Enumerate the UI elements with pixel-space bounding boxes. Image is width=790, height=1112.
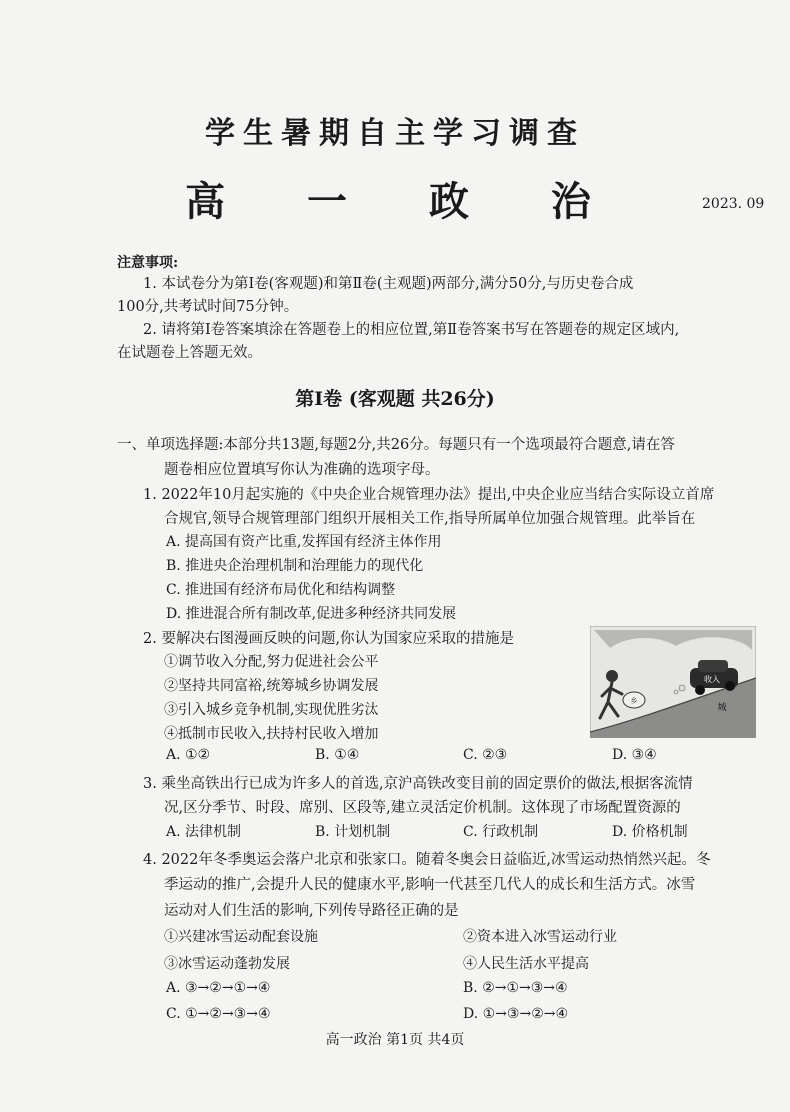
section-instruction-line-2: 题卷相应位置填写你认为准确的选项字母。 xyxy=(164,462,440,478)
q3-option-c: C. 行政机制 xyxy=(463,824,539,840)
section-heading: 第Ⅰ卷 (客观题 共26分) xyxy=(295,388,495,410)
q3-option-b: B. 计划机制 xyxy=(315,824,391,840)
q4-option-c: C. ①→②→③→④ xyxy=(166,1006,271,1022)
q2-statement-1: ①调节收入分配,努力促进社会公平 xyxy=(164,654,379,670)
q1-option-a: A. 提高国有资产比重,发挥国有经济主体作用 xyxy=(166,534,442,550)
q1-option-c: C. 推进国有经济布局优化和结构调整 xyxy=(166,582,396,598)
q2-stem: 2. 要解决右图漫画反映的问题,你认为国家应采取的措施是 xyxy=(143,631,515,647)
q1-stem-line-1: 1. 2022年10月起实施的《中央企业合规管理办法》提出,中央企业应当结合实际设立首席 xyxy=(143,487,715,503)
q1-stem-line-2: 合规官,领导合规管理部门组织开展相关工作,指导所属单位加强合规管理。此举旨在 xyxy=(164,511,696,527)
q4-statement-1: ①兴建冰雪运动配套设施 xyxy=(164,929,318,945)
q3-option-a: A. 法律机制 xyxy=(166,824,242,840)
q2-option-d: D. ③④ xyxy=(612,747,657,763)
cartoon-car-label: 收入 xyxy=(704,675,720,684)
q4-option-d: D. ①→③→②→④ xyxy=(463,1006,569,1022)
notice-item-1-line-1: 1. 本试卷分为第Ⅰ卷(客观题)和第Ⅱ卷(主观题)两部分,满分50分,与历史卷合成 xyxy=(143,276,634,292)
q3-stem-line-1: 3. 乘坐高铁出行已成为许多人的首选,京沪高铁改变目前的固定票价的做法,根据客流情 xyxy=(143,776,693,792)
q1-option-b: B. 推进央企治理机制和治理能力的现代化 xyxy=(166,558,424,574)
q4-stem-line-2: 季运动的推广,会提升人民的健康水平,影响一代甚至几代人的成长和生活方式。冰雪 xyxy=(164,877,696,893)
q2-option-a: A. ①② xyxy=(166,747,211,763)
q4-option-a: A. ③→②→①→④ xyxy=(166,980,271,996)
subject-title: 高 一 政 治 xyxy=(185,178,625,225)
q3-option-d: D. 价格机制 xyxy=(612,824,688,840)
income-gap-cartoon xyxy=(590,626,756,738)
q2-option-b: B. ①④ xyxy=(315,747,360,763)
cartoon-village-label: 乡 xyxy=(630,697,638,705)
q4-stem-line-3: 运动对人们生活的影响,下列传导路径正确的是 xyxy=(164,903,459,919)
section-instruction-line-1: 一、单项选择题:本部分共13题,每题2分,共26分。每题只有一个选项最符合题意,请在答 xyxy=(117,437,675,453)
cartoon-city-label: 城 xyxy=(717,703,727,713)
exam-title: 学生暑期自主学习调查 xyxy=(205,116,585,151)
q4-option-b: B. ②→①→③→④ xyxy=(463,980,568,996)
notice-heading: 注意事项: xyxy=(117,255,179,271)
notice-item-1-line-2: 100分,共考试时间75分钟。 xyxy=(117,299,299,315)
q4-statement-3: ③冰雪运动蓬勃发展 xyxy=(164,956,290,972)
q2-statement-3: ③引入城乡竞争机制,实现优胜劣汰 xyxy=(164,702,379,718)
q4-stem-line-1: 4. 2022年冬季奥运会落户北京和张家口。随着冬奥会日益临近,冰雪运动热悄然兴起。冬 xyxy=(143,852,711,868)
q4-statement-2: ②资本进入冰雪运动行业 xyxy=(463,929,617,945)
q2-statement-2: ②坚持共同富裕,统筹城乡协调发展 xyxy=(164,678,379,694)
page-footer: 高一政治 第1页 共4页 xyxy=(325,1032,465,1048)
q2-option-c: C. ②③ xyxy=(463,747,508,763)
exam-date: 2023. 09 xyxy=(702,196,765,212)
q4-statement-4: ④人民生活水平提高 xyxy=(463,956,589,972)
q1-option-d: D. 推进混合所有制改革,促进多种经济共同发展 xyxy=(166,606,457,622)
notice-item-2-line-1: 2. 请将第Ⅰ卷答案填涂在答题卷上的相应位置,第Ⅱ卷答案书写在答题卷的规定区域内, xyxy=(143,322,680,338)
q3-stem-line-2: 况,区分季节、时段、席别、区段等,建立灵活定价机制。这体现了市场配置资源的 xyxy=(164,800,681,816)
q2-statement-4: ④抵制市民收入,扶持村民收入增加 xyxy=(164,726,379,742)
piglet-icon xyxy=(623,692,645,708)
notice-item-2-line-2: 在试题卷上答题无效。 xyxy=(117,345,262,361)
